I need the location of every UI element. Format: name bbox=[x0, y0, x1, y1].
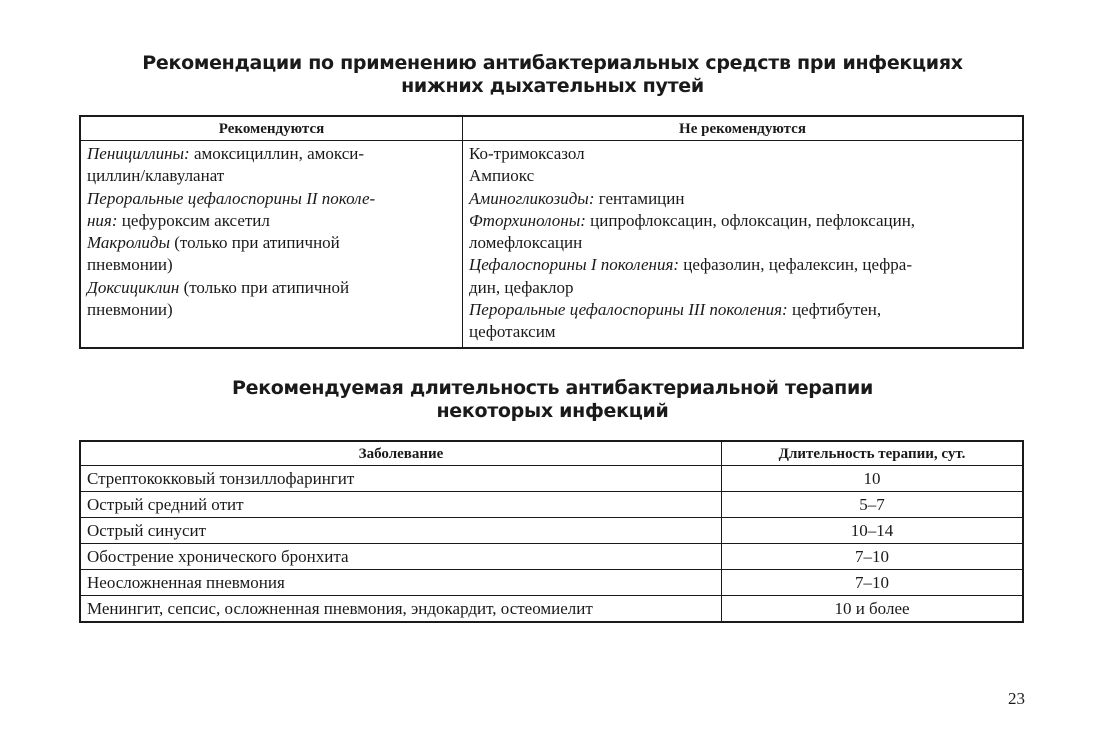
drug-names-text: цефотаксим bbox=[469, 322, 556, 342]
table-row bbox=[80, 596, 1023, 623]
cell-text-line bbox=[87, 232, 456, 254]
title-line: Рекомендуемая длительность антибактериальной терапии bbox=[232, 377, 873, 399]
table-row bbox=[80, 141, 1023, 348]
recommendations-table bbox=[79, 115, 1024, 349]
duration-cell: 7–10 bbox=[722, 544, 1024, 570]
cell-text-line bbox=[469, 277, 1016, 299]
recommended-drugs-cell bbox=[80, 141, 463, 348]
drug-names-text: пневмонии) bbox=[87, 255, 173, 275]
table-header-row bbox=[80, 116, 1023, 141]
column-header-duration: Длительность терапии, сут. bbox=[722, 441, 1024, 466]
recommendations-title bbox=[80, 52, 1025, 98]
drug-names-text: гентамицин bbox=[594, 188, 685, 208]
title-line: нижних дыхательных путей bbox=[401, 75, 704, 97]
table-row bbox=[80, 518, 1023, 544]
cell-text-line bbox=[469, 232, 1016, 254]
drug-group-label: Доксициклин bbox=[87, 277, 180, 297]
cell-text-line bbox=[87, 188, 456, 210]
drug-group-label: Макролиды bbox=[87, 233, 170, 253]
table-header-row bbox=[80, 441, 1023, 466]
disease-cell: Острый синусит bbox=[80, 518, 722, 544]
duration-table bbox=[79, 440, 1024, 623]
duration-title bbox=[80, 377, 1025, 423]
disease-cell: Стрептококковый тонзиллофарингит bbox=[80, 466, 722, 492]
drug-names-text: циллин/клавуланат bbox=[87, 166, 225, 186]
cell-text-line bbox=[469, 210, 1016, 232]
duration-cell: 10 bbox=[722, 466, 1024, 492]
duration-cell: 10–14 bbox=[722, 518, 1024, 544]
disease-cell: Обострение хронического бронхита bbox=[80, 544, 722, 570]
drug-names-text: (только при атипичной bbox=[179, 277, 350, 297]
duration-cell: 7–10 bbox=[722, 570, 1024, 596]
drug-names-text: (только при атипичной bbox=[169, 233, 340, 253]
drug-names-text: цефазолин, цефалексин, цефра- bbox=[679, 255, 912, 275]
drug-names-text: Ко-тримоксазол bbox=[469, 144, 585, 163]
cell-text-line bbox=[469, 165, 1016, 187]
drug-group-label: Аминогликозиды: bbox=[469, 188, 595, 208]
page-number: 23 bbox=[1008, 689, 1025, 708]
cell-text-line bbox=[469, 254, 1016, 276]
not-recommended-drugs-cell bbox=[463, 141, 1024, 348]
cell-text-line bbox=[87, 299, 456, 321]
drug-group-label: Цефалоспорины I поколения: bbox=[469, 255, 680, 275]
cell-text-line bbox=[469, 143, 1016, 165]
duration-cell: 10 и более bbox=[722, 596, 1024, 623]
drug-group-label: Фторхинолоны: bbox=[469, 210, 586, 230]
drug-names-text: пневмонии) bbox=[87, 300, 173, 320]
drug-group-label: Пенициллины: bbox=[87, 144, 190, 163]
table-row bbox=[80, 466, 1023, 492]
table-row bbox=[80, 570, 1023, 596]
column-header-recommended: Рекомендуются bbox=[80, 116, 463, 141]
duration-cell: 5–7 bbox=[722, 492, 1024, 518]
disease-cell: Острый средний отит bbox=[80, 492, 722, 518]
cell-text-line bbox=[469, 321, 1016, 343]
drug-names-text: ломефлоксацин bbox=[469, 233, 583, 253]
cell-text-line bbox=[87, 254, 456, 276]
table-row bbox=[80, 492, 1023, 518]
cell-text-line bbox=[87, 143, 456, 165]
cell-text-line bbox=[87, 165, 456, 187]
drug-group-label: Пероральные цефалоспорины II поколе- bbox=[87, 188, 376, 208]
duration-table-body bbox=[80, 466, 1023, 623]
disease-cell: Неосложненная пневмония bbox=[80, 570, 722, 596]
drug-names-text: ципрофлоксацин, офлоксацин, пефлоксацин, bbox=[585, 210, 916, 230]
column-header-disease: Заболевание bbox=[80, 441, 722, 466]
table-row bbox=[80, 544, 1023, 570]
drug-names-text: дин, цефаклор bbox=[469, 277, 574, 297]
drug-names-text: цефуроксим аксетил bbox=[117, 210, 270, 230]
drug-names-text: амоксициллин, амокси- bbox=[189, 144, 365, 163]
title-line: некоторых инфекций bbox=[436, 400, 669, 422]
drug-names-text: цефтибутен, bbox=[787, 300, 882, 320]
drug-names-text: Ампиокс bbox=[469, 166, 535, 186]
drug-group-label: Пероральные цефалоспорины III поколения: bbox=[469, 300, 788, 320]
cell-text-line bbox=[469, 299, 1016, 321]
cell-text-line bbox=[87, 277, 456, 299]
title-line: Рекомендации по применению антибактериальных средств при инфекциях bbox=[142, 52, 963, 74]
disease-cell: Менингит, сепсис, осложненная пневмония, эндокардит, остеомиелит bbox=[80, 596, 722, 623]
cell-text-line bbox=[87, 210, 456, 232]
drug-group-label: ния: bbox=[87, 210, 118, 230]
cell-text-line bbox=[469, 188, 1016, 210]
column-header-not-recommended: Не рекомендуются bbox=[463, 116, 1024, 141]
